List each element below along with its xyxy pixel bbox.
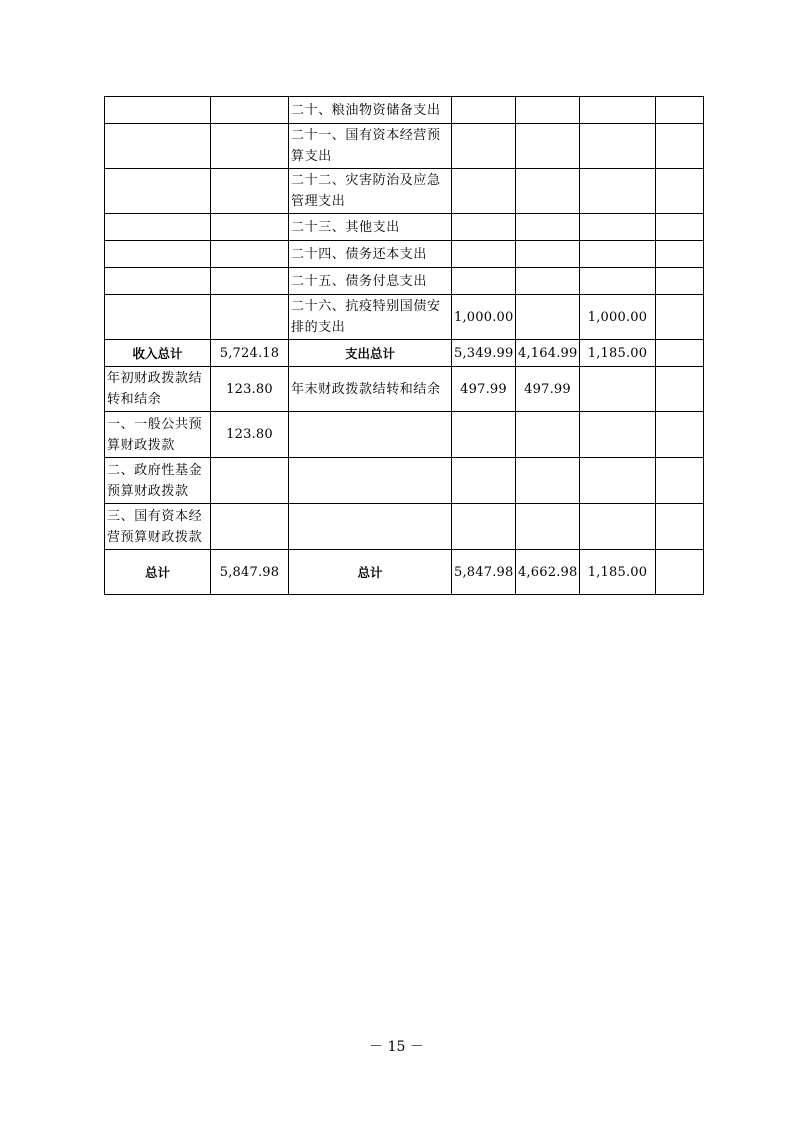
ending-carryover-fund-budget bbox=[580, 367, 656, 412]
expense-item-cell: 二十六、抗疫特别国债安排的支出 bbox=[289, 295, 452, 340]
table-row bbox=[105, 295, 704, 340]
expense-fund-budget-cell bbox=[580, 412, 656, 458]
grand-total-row bbox=[105, 550, 704, 595]
expense-other-total bbox=[656, 340, 704, 367]
expense-fund-budget-total: 1,185.00 bbox=[580, 340, 656, 367]
expense-general-budget-total: 4,164.99 bbox=[516, 340, 580, 367]
expense-general-budget-cell bbox=[516, 412, 580, 458]
expense-grand-total-value: 5,847.98 bbox=[452, 550, 516, 595]
expense-general-budget-cell bbox=[516, 124, 580, 169]
expense-item-cell: 二十三、其他支出 bbox=[289, 214, 452, 241]
expense-item-cell: 二十一、国有资本经营预算支出 bbox=[289, 124, 452, 169]
expense-general-budget-cell bbox=[516, 97, 580, 124]
ending-carryover-other bbox=[656, 367, 704, 412]
income-amount-cell: 123.80 bbox=[211, 412, 289, 458]
table-row bbox=[105, 241, 704, 268]
expense-total-cell bbox=[452, 268, 516, 295]
expense-other-cell bbox=[656, 169, 704, 214]
table-row bbox=[105, 268, 704, 295]
table-row bbox=[105, 504, 704, 550]
expense-item-cell bbox=[289, 412, 452, 458]
income-amount-cell bbox=[211, 241, 289, 268]
beginning-carryover-value: 123.80 bbox=[211, 367, 289, 412]
expense-item-cell: 二十五、债务付息支出 bbox=[289, 268, 452, 295]
table-row bbox=[105, 412, 704, 458]
income-amount-cell bbox=[211, 268, 289, 295]
expense-grand-total-general-budget: 4,662.98 bbox=[516, 550, 580, 595]
expense-fund-budget-cell bbox=[580, 458, 656, 504]
income-item-cell bbox=[105, 241, 211, 268]
beginning-carryover-label: 年初财政拨款结转和结余 bbox=[105, 367, 211, 412]
ending-carryover-total: 497.99 bbox=[452, 367, 516, 412]
income-amount-cell bbox=[211, 295, 289, 340]
expense-item-cell: 二十、粮油物资储备支出 bbox=[289, 97, 452, 124]
table-row bbox=[105, 169, 704, 214]
income-item-cell: 一、一般公共预算财政拨款 bbox=[105, 412, 211, 458]
ending-carryover-general-budget: 497.99 bbox=[516, 367, 580, 412]
income-item-cell: 三、国有资本经营预算财政拨款 bbox=[105, 504, 211, 550]
table-row bbox=[105, 124, 704, 169]
expense-general-budget-cell bbox=[516, 458, 580, 504]
expense-grand-total-other bbox=[656, 550, 704, 595]
expense-fund-budget-cell bbox=[580, 97, 656, 124]
expense-item-cell bbox=[289, 504, 452, 550]
expense-other-cell bbox=[656, 268, 704, 295]
income-amount-cell bbox=[211, 169, 289, 214]
expense-general-budget-cell bbox=[516, 268, 580, 295]
expense-other-cell bbox=[656, 504, 704, 550]
table-row bbox=[105, 97, 704, 124]
expense-total-cell bbox=[452, 169, 516, 214]
expense-fund-budget-cell bbox=[580, 241, 656, 268]
expense-fund-budget-cell bbox=[580, 169, 656, 214]
expense-total-cell: 1,000.00 bbox=[452, 295, 516, 340]
ending-carryover-label: 年末财政拨款结转和结余 bbox=[289, 367, 452, 412]
expense-fund-budget-cell bbox=[580, 214, 656, 241]
expense-general-budget-cell bbox=[516, 169, 580, 214]
expense-total-cell bbox=[452, 504, 516, 550]
expense-total-cell bbox=[452, 124, 516, 169]
carryover-row bbox=[105, 367, 704, 412]
expense-item-cell: 二十四、债务还本支出 bbox=[289, 241, 452, 268]
income-item-cell bbox=[105, 169, 211, 214]
income-total-row bbox=[105, 340, 704, 367]
page-number: － 15 － bbox=[369, 1039, 424, 1055]
expense-total-cell bbox=[452, 214, 516, 241]
expense-other-cell bbox=[656, 124, 704, 169]
expense-fund-budget-cell bbox=[580, 504, 656, 550]
income-item-cell bbox=[105, 268, 211, 295]
expense-other-cell bbox=[656, 412, 704, 458]
expense-total-cell bbox=[452, 458, 516, 504]
income-total-label: 收入总计 bbox=[105, 340, 211, 367]
expense-grand-total-label: 总计 bbox=[289, 550, 452, 595]
expense-other-cell bbox=[656, 458, 704, 504]
income-item-cell bbox=[105, 295, 211, 340]
expense-other-cell bbox=[656, 295, 704, 340]
expense-general-budget-cell bbox=[516, 241, 580, 268]
income-amount-cell bbox=[211, 504, 289, 550]
income-grand-total-value: 5,847.98 bbox=[211, 550, 289, 595]
income-item-cell bbox=[105, 124, 211, 169]
expense-item-cell bbox=[289, 458, 452, 504]
income-amount-cell bbox=[211, 124, 289, 169]
income-amount-cell bbox=[211, 458, 289, 504]
income-total-value: 5,724.18 bbox=[211, 340, 289, 367]
expense-general-budget-cell bbox=[516, 504, 580, 550]
expense-general-budget-cell bbox=[516, 214, 580, 241]
expense-fund-budget-cell bbox=[580, 124, 656, 169]
table-row bbox=[105, 458, 704, 504]
table-row bbox=[105, 214, 704, 241]
expense-total-cell bbox=[452, 241, 516, 268]
income-amount-cell bbox=[211, 214, 289, 241]
expense-total-cell bbox=[452, 412, 516, 458]
expense-total-value: 5,349.99 bbox=[452, 340, 516, 367]
expense-total-label: 支出总计 bbox=[289, 340, 452, 367]
budget-table bbox=[104, 96, 704, 595]
income-amount-cell bbox=[211, 97, 289, 124]
expense-other-cell bbox=[656, 241, 704, 268]
expense-other-cell bbox=[656, 97, 704, 124]
expense-fund-budget-cell: 1,000.00 bbox=[580, 295, 656, 340]
expense-general-budget-cell bbox=[516, 295, 580, 340]
expense-grand-total-fund-budget: 1,185.00 bbox=[580, 550, 656, 595]
income-item-cell: 二、政府性基金预算财政拨款 bbox=[105, 458, 211, 504]
expense-item-cell: 二十二、灾害防治及应急管理支出 bbox=[289, 169, 452, 214]
income-item-cell bbox=[105, 97, 211, 124]
income-grand-total-label: 总计 bbox=[105, 550, 211, 595]
expense-fund-budget-cell bbox=[580, 268, 656, 295]
expense-other-cell bbox=[656, 214, 704, 241]
expense-total-cell bbox=[452, 97, 516, 124]
income-item-cell bbox=[105, 214, 211, 241]
